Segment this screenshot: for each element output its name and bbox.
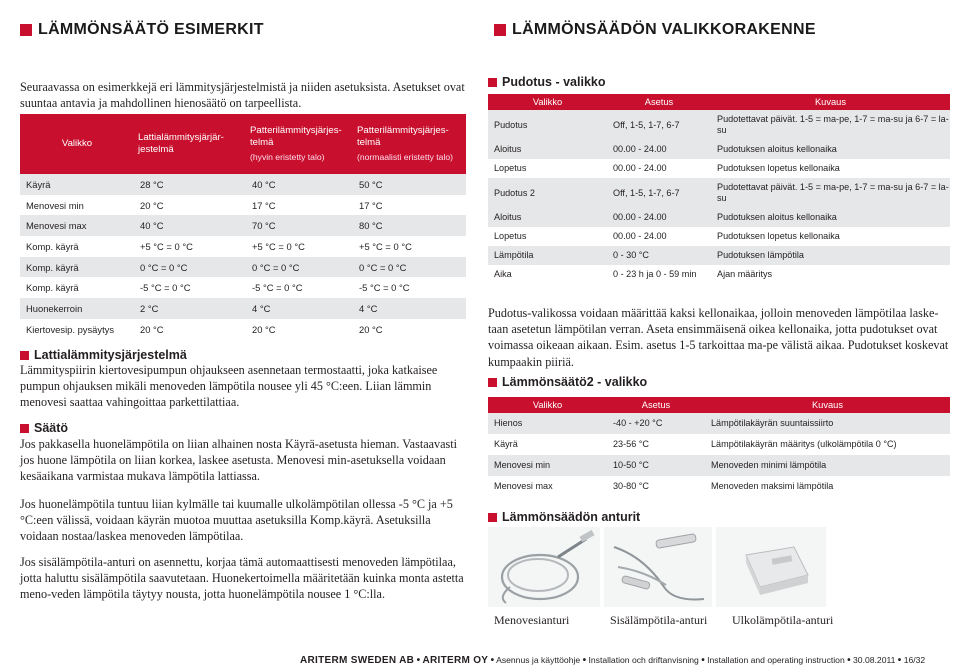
systems-table-row <box>20 298 466 319</box>
footer <box>300 655 960 667</box>
pudotus-cell-kuvaus: Pudotuksen lopetus kellonaika <box>717 231 840 241</box>
systems-cell-patteri-hyvin: 70 °C <box>252 220 276 232</box>
pudotus-cell-kuvaus: Pudotettavat päivät. 1-5 = ma-pe, 1-7 = ma-su ja 6-7 = la-su <box>717 114 949 135</box>
pudotus-cell-asetus: 00.00 - 24.00 <box>613 231 667 241</box>
anturit-heading: Lämmönsäädön anturit <box>488 510 640 524</box>
l2-header-kuvaus: Kuvaus <box>705 397 950 413</box>
systems-cell-lattia: 20 °C <box>140 199 164 211</box>
pudotus-table-row <box>488 178 950 208</box>
footer-fi: Asennus ja käyttöohje <box>496 655 581 665</box>
l2-cell-valikko: Menovesi max <box>494 481 553 491</box>
systems-cell-lattia: +5 °C = 0 °C <box>140 240 193 252</box>
l2-cell-kuvaus: Lämpötilakäyrän määritys (ulkolämpötila 0 °C) <box>711 439 897 449</box>
footer-sv: Installation och driftanvisning <box>588 655 699 665</box>
l2-header-valikko: Valikko <box>488 397 607 413</box>
footer-dot: • <box>582 655 587 666</box>
footer-page: 16/32 <box>903 655 926 665</box>
header-patteri-normaali: Patterilämmitysjärjes-telmä (normaalisti eristetty talo) <box>357 125 453 162</box>
pudotus-cell-kuvaus: Ajan määritys <box>717 269 773 279</box>
systems-cell-valikko: Huonekerroin <box>26 302 83 314</box>
pudotus-cell-asetus: Off, 1-5, 1-7, 6-7 <box>613 119 680 130</box>
footer-dot: • <box>416 655 421 666</box>
systems-cell-valikko: Kiertovesip. pysäytys <box>26 323 115 335</box>
l2-header-asetus: Asetus <box>607 397 705 413</box>
pudotus-table-row <box>488 110 950 140</box>
pudotus-cell-valikko: Lopetus <box>494 163 527 173</box>
systems-cell-valikko: Komp. käyrä <box>26 240 79 252</box>
pudotus-cell-kuvaus: Pudotuksen aloitus kellonaika <box>717 212 837 222</box>
systems-cell-patteri-normaali: 17 °C <box>359 199 383 211</box>
header-valikko: Valikko <box>61 138 93 149</box>
systems-table-row <box>20 236 466 257</box>
footer-brand-oy: ARITERM OY <box>422 655 489 666</box>
saato-heading: Säätö <box>20 421 68 435</box>
intro-text: Seuraavassa on esimerkkejä eri lämmitysjärjestelmistä ja niiden asetuksista. Asetukset ovat suuntaa antavia ja mahdollinen hienosäätö on tarpeellista. <box>20 80 465 111</box>
caption-sisalampotila-anturi: Sisälämpötila-anturi <box>610 613 708 627</box>
pudotus-header-kuvaus: Kuvaus <box>711 94 950 110</box>
lammonsaato2-table-row <box>488 413 950 434</box>
footer-date: 30.08.2011 <box>853 655 896 665</box>
systems-cell-valikko: Komp. käyrä <box>26 261 79 273</box>
saato-text-3: Jos sisälämpötila-anturi on asennettu, korjaa tämä automaattisesti menoveden lämpötilaa, jotta haluttu sisälämpötila saavutetaan. Huonekertoimella määritetään kuinka monta astetta meno-veden lämpötila täytyy nousta, jotta huonelämpötila nousee 1 °C:lla. <box>20 555 464 602</box>
systems-table-row <box>20 277 466 298</box>
lammonsaato2-table-row <box>488 434 950 455</box>
footer-dot: • <box>897 655 902 666</box>
systems-cell-patteri-hyvin: -5 °C = 0 °C <box>252 282 303 294</box>
l2-cell-asetus: 23-56 °C <box>613 439 649 449</box>
pudotus-table-row <box>488 159 950 178</box>
l2-cell-kuvaus: Menoveden minimi lämpötila <box>711 460 827 470</box>
systems-cell-valikko: Käyrä <box>26 178 51 190</box>
pudotus-header-asetus: Asetus <box>607 94 711 110</box>
systems-cell-valikko: Komp. käyrä <box>26 282 79 294</box>
pudotus-cell-valikko: Aloitus <box>494 144 522 154</box>
systems-cell-lattia: 2 °C <box>140 302 159 314</box>
systems-cell-valikko: Menovesi min <box>26 199 84 211</box>
footer-dot: • <box>701 655 705 666</box>
pudotus-header-valikko: Valikko <box>488 94 607 110</box>
l2-cell-kuvaus: Menoveden maksimi lämpötila <box>711 481 834 491</box>
header-patteri-hyvin: Patterilämmitysjärjes-telmä (hyvin eristetty talo) <box>250 125 342 162</box>
pudotus-cell-kuvaus: Pudotettavat päivät. 1-5 = ma-pe, 1-7 = ma-su ja 6-7 = la-su <box>717 182 949 203</box>
systems-cell-lattia: -5 °C = 0 °C <box>140 282 191 294</box>
bullet-marker <box>20 424 29 433</box>
pudotus-table-row <box>488 265 950 284</box>
caption-ulkolampotila-anturi: Ulkolämpötila-anturi <box>732 613 834 627</box>
l2-cell-valikko: Hienos <box>494 418 523 428</box>
pudotus-cell-kuvaus: Pudotuksen lämpötila <box>717 250 804 260</box>
l2-cell-kuvaus: Lämpötilakäyrän suuntaissiirto <box>711 418 834 428</box>
systems-table-row <box>20 215 466 236</box>
footer-dot: • <box>490 655 495 666</box>
pudotus-cell-asetus: 00.00 - 24.00 <box>613 163 667 173</box>
l2-cell-valikko: Menovesi min <box>494 460 551 470</box>
systems-cell-lattia: 20 °C <box>140 323 164 335</box>
lammonsaato2-table <box>488 397 950 497</box>
l2-cell-asetus: -40 - +20 °C <box>613 418 663 428</box>
pudotus-cell-asetus: Off, 1-5, 1-7, 6-7 <box>613 187 680 198</box>
pudotus-text: Pudotus-valikossa voidaan määrittää kaksi kellonaikaa, jolloin menoveden lämpötilaa laske-taan asetetun lämpötilan verran. Aseta ensimmäisenä oikea kellonaika, jotta pudotukset ovat voimassa oikeaan aikaan. Esim. asetus 1-5 tarkoittaa ma-pe välistä aikaa. Pudotukset koskevat kumpaakin piiriä. <box>488 306 949 369</box>
systems-table-row <box>20 319 466 340</box>
footer-dot: • <box>847 655 851 666</box>
bullet-marker <box>488 513 497 522</box>
menovesianturi-photo <box>488 527 600 607</box>
systems-cell-patteri-hyvin: 40 °C <box>252 178 276 190</box>
pudotus-cell-kuvaus: Pudotuksen lopetus kellonaika <box>717 163 840 173</box>
pudotus-cell-kuvaus: Pudotuksen aloitus kellonaika <box>717 144 837 154</box>
pudotus-table-row <box>488 140 950 159</box>
systems-table-header <box>20 114 466 174</box>
lammonsaato2-table-row <box>488 476 950 497</box>
lattia-heading: Lattialämmitysjärjestelmä <box>20 348 187 362</box>
pudotus-cell-asetus: 00.00 - 24.00 <box>613 212 667 222</box>
lattia-text: Lämmityspiirin kiertovesipumpun ohjaukseen asennetaan termostaatti, joka katkaisee pumpun ohjauksen mikäli menoveden lämpötila nousee yli 45 °C:een. Liian lämmin menovesi saattaa vahingoittaa parkettilattiaa. <box>20 363 438 410</box>
l2-cell-valikko: Käyrä <box>494 439 518 449</box>
right-header-marker <box>494 24 506 36</box>
caption-menovesianturi: Menovesianturi <box>494 613 570 627</box>
systems-cell-patteri-hyvin: 17 °C <box>252 199 276 211</box>
systems-cell-patteri-normaali: 20 °C <box>359 323 383 335</box>
lammonsaato2-table-row <box>488 455 950 476</box>
systems-cell-patteri-normaali: -5 °C = 0 °C <box>359 282 410 294</box>
systems-table-row <box>20 195 466 216</box>
bullet-marker <box>488 378 497 387</box>
pudotus-cell-asetus: 0 - 30 °C <box>613 250 649 260</box>
systems-table-row <box>20 257 466 278</box>
bullet-marker <box>488 78 497 87</box>
l2-cell-asetus: 30-80 °C <box>613 481 649 491</box>
systems-cell-patteri-hyvin: +5 °C = 0 °C <box>252 240 305 252</box>
systems-cell-patteri-normaali: 80 °C <box>359 220 383 232</box>
systems-cell-patteri-hyvin: 20 °C <box>252 323 276 335</box>
pudotus-cell-asetus: 00.00 - 24.00 <box>613 144 667 154</box>
lammonsaato2-table-header <box>488 397 950 413</box>
systems-cell-valikko: Menovesi max <box>26 220 87 232</box>
systems-cell-lattia: 0 °C = 0 °C <box>140 261 188 273</box>
right-header-title: LÄMMÖNSÄÄDÖN VALIKKORAKENNE <box>512 21 816 38</box>
pudotus-table-header <box>488 94 950 110</box>
systems-cell-patteri-normaali: 50 °C <box>359 178 383 190</box>
pudotus-table-row <box>488 208 950 227</box>
systems-cell-patteri-normaali: +5 °C = 0 °C <box>359 240 412 252</box>
pudotus-cell-valikko: Aika <box>494 269 512 279</box>
saato-text-1: Jos pakkasella huonelämpötila on liian alhainen nosta Käyrä-asetusta hieman. Vastaavasti jos huone lämpötila on liian korkea, laskee asetusta. Menovesi min-asetuksella voidaan kesäaikana varmistaa mukava lämpötila lattiassa. <box>20 437 458 484</box>
pudotus-table-row <box>488 227 950 246</box>
footer-brand-sweden: ARITERM SWEDEN AB <box>300 655 415 666</box>
systems-table <box>20 114 466 340</box>
saato-text-2: Jos huonelämpötila tuntuu liian kylmälle tai kuumalle ulkolämpötilan ollessa -5 °C ja +5 °C:een välissä, voidaan käyrän muotoa muuttaa asetuksilla Komp.käyrä. Asetuksilla voidaan nostaa/laskea menoveden lämpötilaa. <box>20 497 453 544</box>
l2-cell-asetus: 10-50 °C <box>613 460 649 470</box>
ulkolampotila-anturi-photo <box>716 527 826 607</box>
sisalampotila-anturi-photo <box>604 527 712 607</box>
pudotus-cell-valikko: Lopetus <box>494 231 527 241</box>
systems-cell-patteri-normaali: 4 °C <box>359 302 378 314</box>
left-header-marker <box>20 24 32 36</box>
pudotus-cell-valikko: Pudotus <box>494 119 528 130</box>
systems-cell-patteri-hyvin: 4 °C <box>252 302 271 314</box>
systems-cell-patteri-hyvin: 0 °C = 0 °C <box>252 261 300 273</box>
footer-en: Installation and operating instruction <box>707 655 845 665</box>
pudotus-cell-valikko: Lämpötila <box>494 250 534 260</box>
header-lattia: Lattialämmitysjärjär-jestelmä <box>138 132 224 155</box>
bullet-marker <box>20 351 29 360</box>
lammonsaato2-heading: Lämmönsäätö2 - valikko <box>488 375 647 389</box>
systems-table-row <box>20 174 466 195</box>
systems-cell-lattia: 40 °C <box>140 220 164 232</box>
left-header-title: LÄMMÖNSÄÄTÖ ESIMERKIT <box>38 21 264 38</box>
pudotus-cell-valikko: Aloitus <box>494 212 522 222</box>
systems-cell-lattia: 28 °C <box>140 178 164 190</box>
pudotus-table-row <box>488 246 950 265</box>
systems-cell-patteri-normaali: 0 °C = 0 °C <box>359 261 407 273</box>
pudotus-table <box>488 94 950 284</box>
pudotus-cell-asetus: 0 - 23 h ja 0 - 59 min <box>613 269 697 279</box>
pudotus-heading: Pudotus - valikko <box>488 75 606 89</box>
pudotus-cell-valikko: Pudotus 2 <box>494 187 535 198</box>
